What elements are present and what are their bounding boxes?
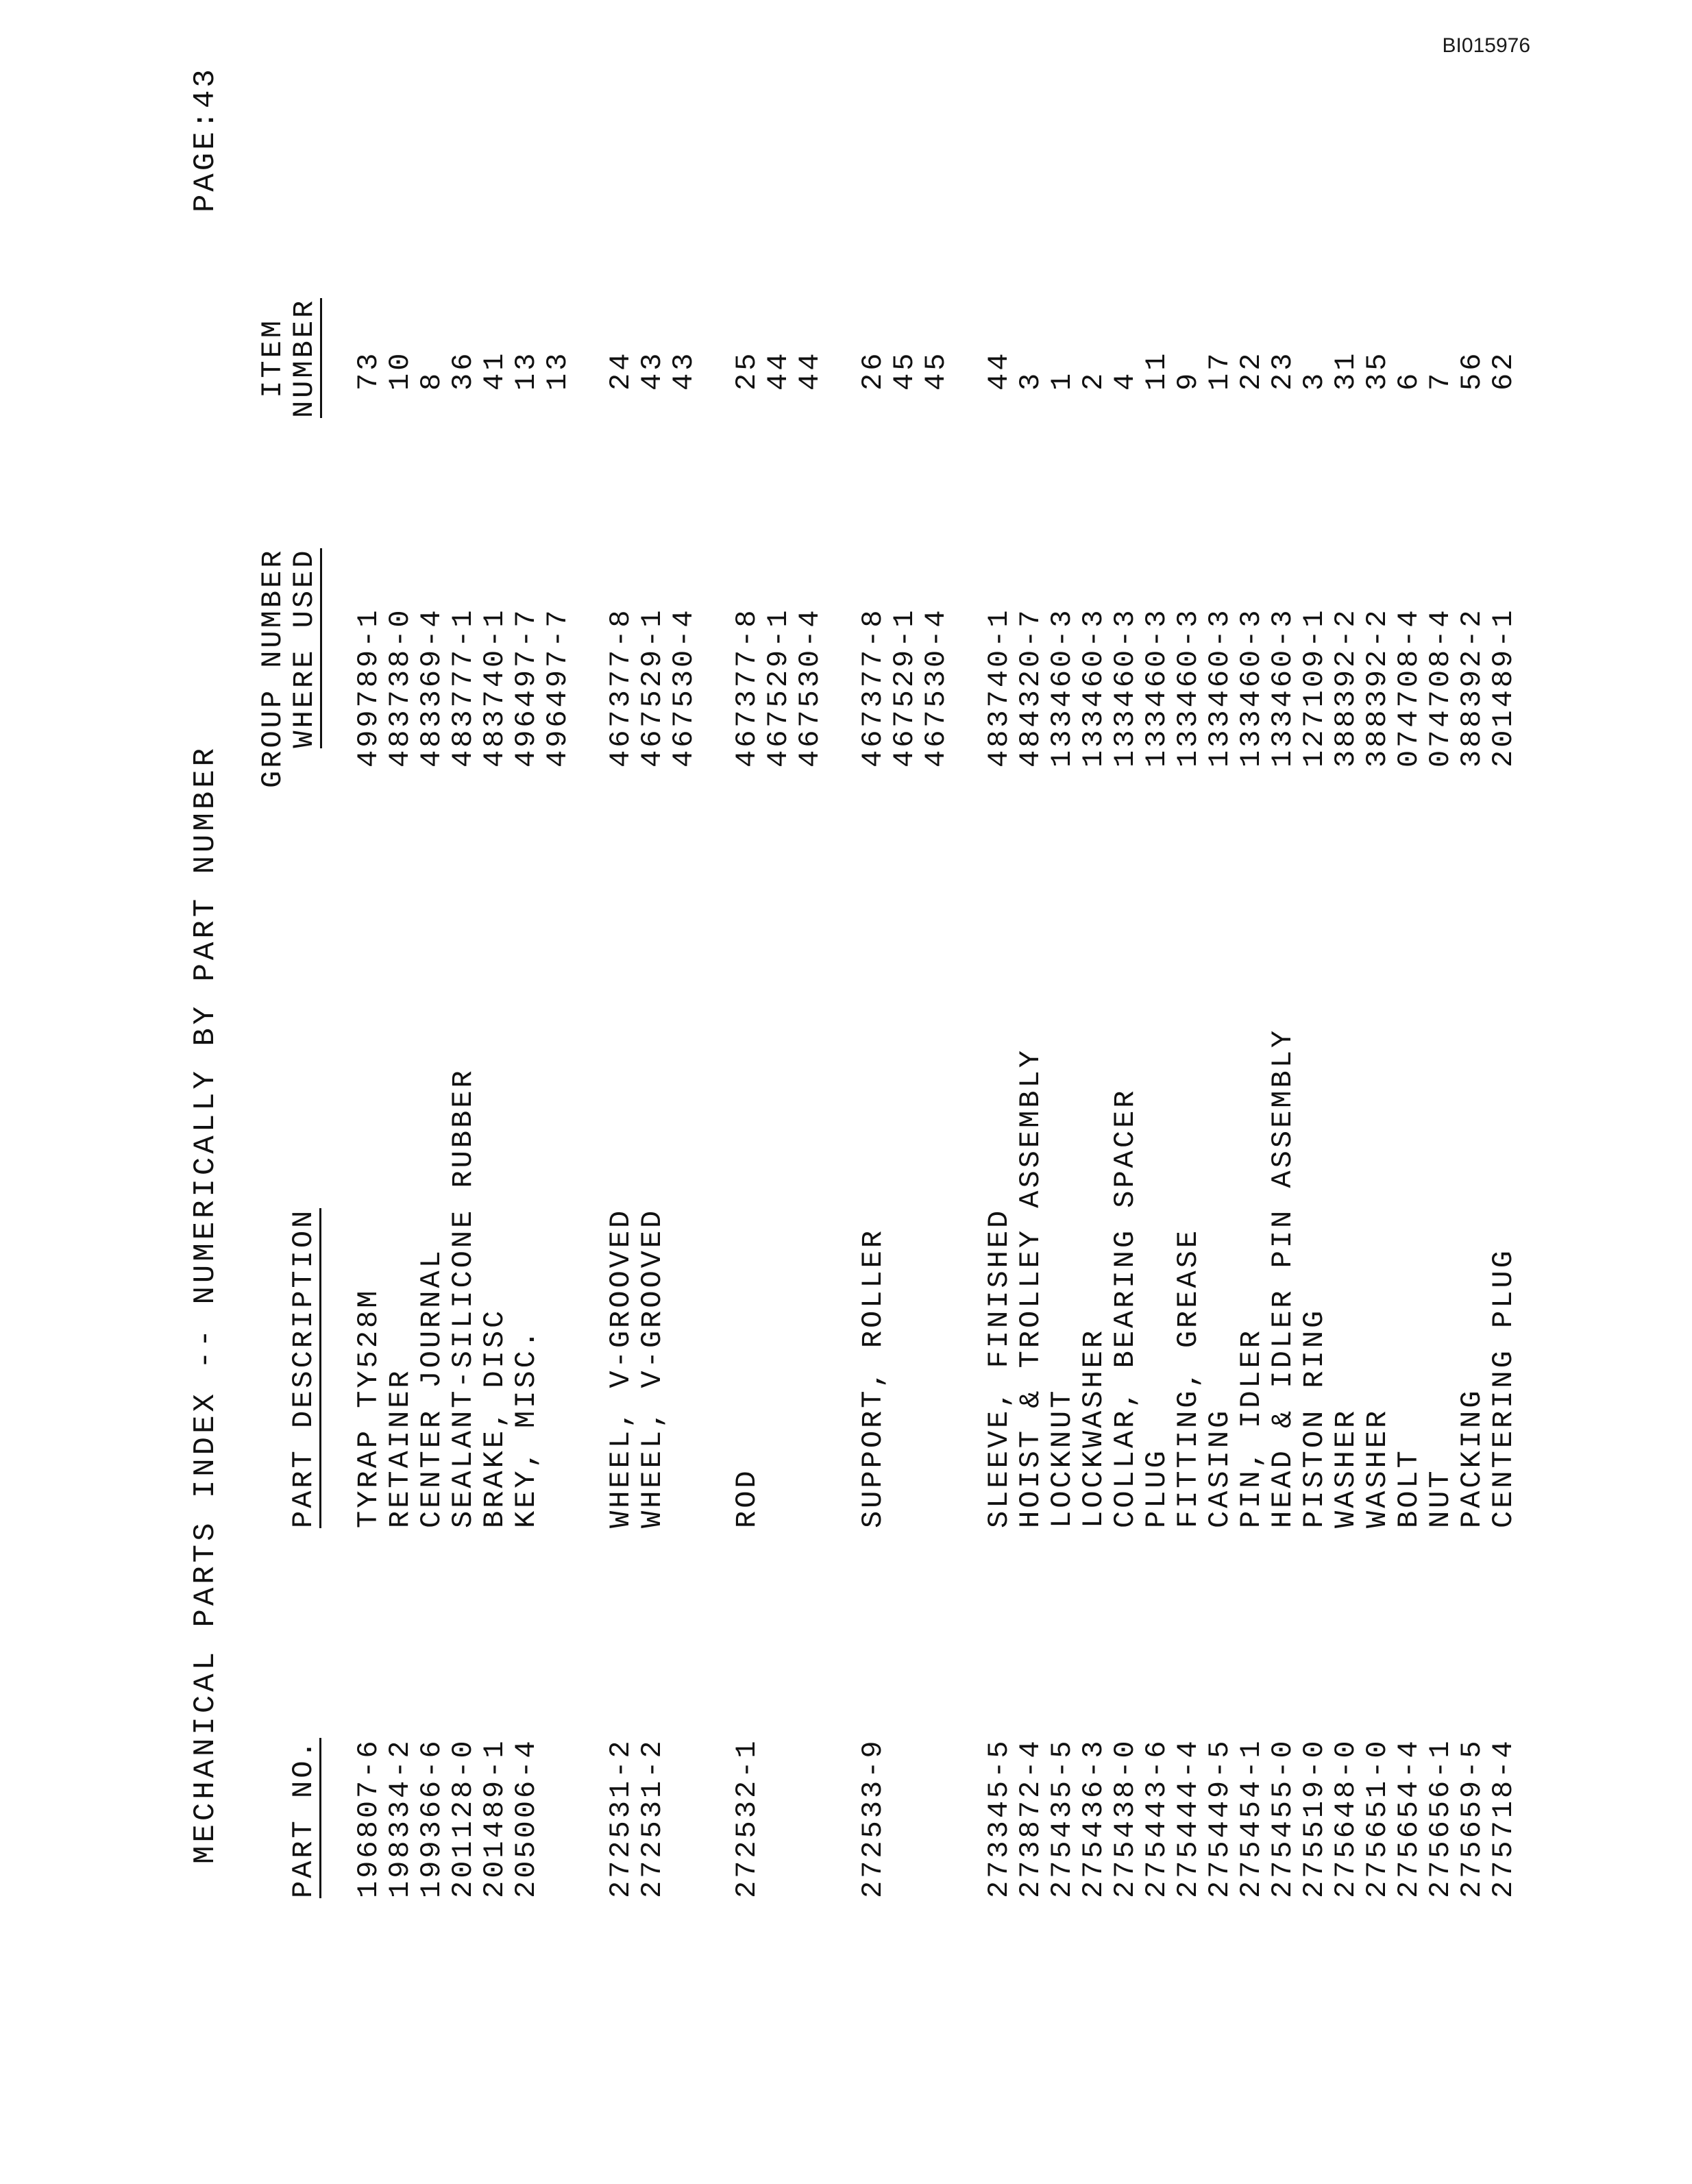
table-row — [1393, 48, 1425, 1967]
item-number-cell: 13 — [510, 350, 543, 391]
group-number-cell: 484320-7 — [1014, 607, 1047, 768]
group-number-cell: 467377-8 — [857, 607, 890, 768]
table-row — [416, 48, 447, 1967]
description-cell: SEALANT-SILICONE RUBBER — [447, 1068, 480, 1528]
group-number-cell: 133460-3 — [1046, 607, 1079, 768]
item-number-cell: 2 — [1077, 370, 1110, 391]
table-row — [763, 48, 794, 1967]
part-number-cell: 272531-2 — [636, 1738, 669, 1898]
item-number-cell: 4 — [1109, 370, 1142, 391]
group-number-cell: 467530-4 — [920, 607, 953, 768]
column-header-group-number — [257, 548, 322, 788]
part-number-cell: 275443-6 — [1140, 1738, 1173, 1898]
part-number-cell: 273345-5 — [983, 1738, 1016, 1898]
part-number-cell: 275718-4 — [1487, 1738, 1520, 1898]
group-number-cell: 133460-3 — [1266, 607, 1299, 768]
group-number-cell: 388392-2 — [1329, 607, 1362, 768]
item-number-cell: 35 — [1361, 350, 1394, 391]
description-cell: LOCKNUT — [1046, 1388, 1079, 1528]
part-number-cell: 198334-2 — [384, 1738, 417, 1898]
page-number: PAGE:43 — [188, 66, 223, 212]
table-row — [511, 48, 542, 1967]
table-row — [1109, 48, 1141, 1967]
part-number-cell: 275438-0 — [1109, 1738, 1142, 1898]
description-cell: HOIST & TROLLEY ASSEMBLY — [1014, 1048, 1047, 1528]
table-row — [637, 48, 668, 1967]
table-row — [1015, 48, 1046, 1967]
column-header-item-line2: NUMBER — [288, 297, 321, 418]
item-number-cell: 45 — [888, 350, 921, 391]
table-row — [731, 48, 763, 1967]
item-number-cell: 41 — [478, 350, 511, 391]
item-number-cell: 44 — [762, 350, 795, 391]
group-number-cell: 467529-1 — [636, 607, 669, 768]
group-number-cell: 133460-3 — [1077, 607, 1110, 768]
table-row — [1330, 48, 1362, 1967]
group-number-cell: 074708-4 — [1424, 607, 1457, 768]
item-number-cell: 9 — [1172, 370, 1205, 391]
part-number-cell: 275656-1 — [1424, 1738, 1457, 1898]
rotated-report — [188, 48, 1520, 1967]
group-number-cell: 467530-4 — [794, 607, 826, 768]
table-row — [1141, 48, 1173, 1967]
table-row — [794, 48, 826, 1967]
group-number-cell: 133460-3 — [1172, 607, 1205, 768]
item-number-cell: 45 — [920, 350, 953, 391]
group-number-cell: 483777-1 — [447, 607, 480, 768]
item-number-cell: 23 — [1266, 350, 1299, 391]
table-row — [447, 48, 479, 1967]
group-number-cell: 496497-7 — [541, 607, 574, 768]
column-header-group-line2: WHERE USED — [288, 548, 321, 748]
table-row — [479, 48, 511, 1967]
group-number-cell: 467377-8 — [604, 607, 637, 768]
group-number-cell: 388392-2 — [1456, 607, 1488, 768]
group-number-cell: 133460-3 — [1203, 607, 1236, 768]
group-number-cell: 133460-3 — [1235, 607, 1268, 768]
group-number-cell: 467529-1 — [762, 607, 795, 768]
table-row — [1046, 48, 1078, 1967]
column-header-group-line1: GROUP NUMBER — [256, 548, 289, 788]
table-row — [1362, 48, 1393, 1967]
part-number-cell: 272533-9 — [857, 1738, 890, 1898]
table-row — [668, 48, 700, 1967]
item-number-cell: 44 — [794, 350, 826, 391]
item-number-cell: 44 — [983, 350, 1016, 391]
description-cell: BOLT — [1393, 1448, 1425, 1528]
part-number-cell: 275455-0 — [1266, 1738, 1299, 1898]
part-number-cell: 275651-0 — [1361, 1738, 1394, 1898]
group-number-cell: 499789-1 — [352, 607, 385, 768]
description-cell: ROD — [731, 1468, 763, 1528]
description-cell: FITTING, GREASE — [1172, 1227, 1205, 1528]
item-number-cell: 13 — [541, 350, 574, 391]
description-cell: PIN, IDLER — [1235, 1327, 1268, 1528]
description-cell: TYRAP TY528M — [352, 1288, 385, 1528]
part-number-cell: 275449-5 — [1203, 1738, 1236, 1898]
part-number-cell: 275648-0 — [1329, 1738, 1362, 1898]
group-number-cell: 467377-8 — [731, 607, 763, 768]
item-number-cell: 7 — [1424, 370, 1457, 391]
group-number-cell: 388392-2 — [1361, 607, 1394, 768]
table-row — [542, 48, 574, 1967]
description-cell: CENTERING PLUG — [1487, 1248, 1520, 1528]
part-number-cell: 275519-0 — [1298, 1738, 1331, 1898]
part-number-cell: 275454-1 — [1235, 1738, 1268, 1898]
item-number-cell: 26 — [857, 350, 890, 391]
description-cell: PLUG — [1140, 1448, 1173, 1528]
table-row — [889, 48, 920, 1967]
item-number-cell: 25 — [731, 350, 763, 391]
table-row — [1173, 48, 1204, 1967]
item-number-cell: 22 — [1235, 350, 1268, 391]
description-cell: CENTER JOURNAL — [415, 1248, 448, 1528]
group-number-cell: 483738-0 — [384, 607, 417, 768]
description-cell: COLLAR, BEARING SPACER — [1109, 1088, 1142, 1528]
item-number-cell: 1 — [1046, 370, 1079, 391]
part-number-cell: 275659-5 — [1456, 1738, 1488, 1898]
part-number-cell: 205006-4 — [510, 1738, 543, 1898]
item-number-cell: 56 — [1456, 350, 1488, 391]
item-number-cell: 3 — [1298, 370, 1331, 391]
description-cell: WASHER — [1361, 1408, 1394, 1528]
table-row — [857, 48, 889, 1967]
report-title: MECHANICAL PARTS INDEX -- NUMERICALLY BY PART NUMBER — [188, 744, 223, 1864]
column-header-part-no: PART NO. — [287, 1738, 320, 1898]
table-row — [605, 48, 637, 1967]
description-cell: KEY, MISC. — [510, 1327, 543, 1528]
column-header-item-line1: ITEM — [256, 317, 289, 398]
description-cell: BRAKE, DISC — [478, 1308, 511, 1528]
item-number-cell: 17 — [1203, 350, 1236, 391]
description-cell: WASHER — [1329, 1408, 1362, 1528]
description-cell: WHEEL, V-GROOVED — [604, 1207, 637, 1528]
item-number-cell: 24 — [604, 350, 637, 391]
item-number-cell: 6 — [1393, 370, 1425, 391]
group-number-cell: 467530-4 — [667, 607, 700, 768]
item-number-cell: 43 — [636, 350, 669, 391]
part-number-cell: 275654-4 — [1393, 1738, 1425, 1898]
group-number-cell: 133460-3 — [1140, 607, 1173, 768]
part-number-cell: 196807-6 — [352, 1738, 385, 1898]
item-number-cell: 31 — [1329, 350, 1362, 391]
description-cell: SLEEVE, FINISHED — [983, 1207, 1016, 1528]
item-number-cell: 36 — [447, 350, 480, 391]
parts-table — [353, 48, 1519, 1967]
table-row — [1425, 48, 1456, 1967]
column-header-item-number — [257, 298, 322, 418]
part-number-cell: 201489-1 — [478, 1738, 511, 1898]
part-number-cell: 275435-5 — [1046, 1738, 1079, 1898]
part-number-cell: 272532-1 — [731, 1738, 763, 1898]
table-row — [920, 48, 952, 1967]
part-number-cell: 273872-4 — [1014, 1738, 1047, 1898]
description-cell: HEAD & IDLER PIN ASSEMBLY — [1266, 1027, 1299, 1528]
group-number-cell: 074708-4 — [1393, 607, 1425, 768]
description-cell: PACKING — [1456, 1388, 1488, 1528]
description-cell: SUPPORT, ROLLER — [857, 1227, 890, 1528]
group-number-cell: 483369-4 — [415, 607, 448, 768]
description-cell: RETAINER — [384, 1368, 417, 1528]
group-number-cell: 201489-1 — [1487, 607, 1520, 768]
item-number-cell: 3 — [1014, 370, 1047, 391]
table-row — [983, 48, 1015, 1967]
description-cell: PISTON RING — [1298, 1308, 1331, 1528]
group-number-cell: 467529-1 — [888, 607, 921, 768]
item-number-cell: 11 — [1140, 350, 1173, 391]
part-number-cell: 275444-4 — [1172, 1738, 1205, 1898]
table-row — [1204, 48, 1236, 1967]
part-number-cell: 199366-6 — [415, 1738, 448, 1898]
part-number-cell: 201128-0 — [447, 1738, 480, 1898]
description-cell: CASING — [1203, 1408, 1236, 1528]
group-number-cell: 483740-1 — [983, 607, 1016, 768]
item-number-cell: 43 — [667, 350, 700, 391]
description-cell: LOCKWASHER — [1077, 1327, 1110, 1528]
group-number-cell: 496497-7 — [510, 607, 543, 768]
group-number-cell: 127109-1 — [1298, 607, 1331, 768]
column-header-description: PART DESCRIPTION — [287, 1207, 320, 1528]
table-row — [1078, 48, 1109, 1967]
document-id: BI015976 — [1442, 34, 1530, 57]
description-cell: NUT — [1424, 1468, 1457, 1528]
item-number-cell: 10 — [384, 350, 417, 391]
item-number-cell: 73 — [352, 350, 385, 391]
table-row — [384, 48, 416, 1967]
table-row — [1456, 48, 1488, 1967]
part-number-cell: 272531-2 — [604, 1738, 637, 1898]
part-number-cell: 275436-3 — [1077, 1738, 1110, 1898]
table-row — [1267, 48, 1299, 1967]
description-cell: WHEEL, V-GROOVED — [636, 1207, 669, 1528]
table-row — [1299, 48, 1330, 1967]
item-number-cell: 8 — [415, 370, 448, 391]
item-number-cell: 62 — [1487, 350, 1520, 391]
group-number-cell: 483740-1 — [478, 607, 511, 768]
table-row — [1488, 48, 1519, 1967]
table-row — [353, 48, 384, 1967]
group-number-cell: 133460-3 — [1109, 607, 1142, 768]
table-row — [1236, 48, 1267, 1967]
